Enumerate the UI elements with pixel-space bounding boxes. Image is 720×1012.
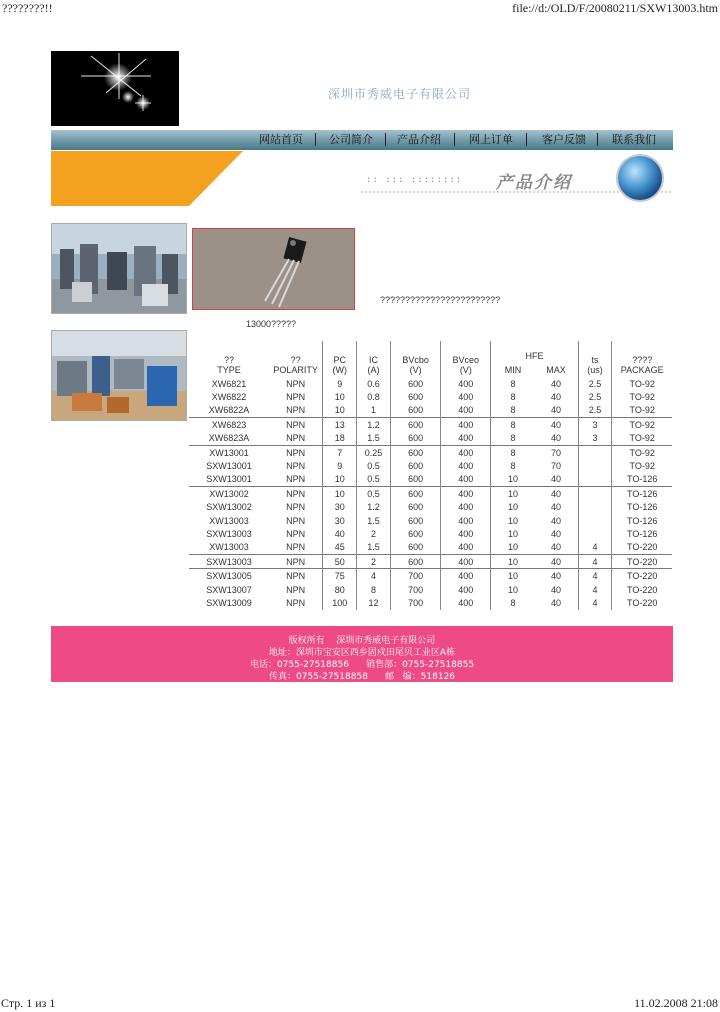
table-row bbox=[189, 583, 672, 596]
cell-bvceo: 400 bbox=[441, 527, 491, 540]
cell-hfe-max: 40 bbox=[551, 433, 562, 444]
cell-package: TO-126 bbox=[612, 527, 672, 540]
cell-hfe-min: 10 bbox=[491, 555, 535, 569]
cell-ic: 1.2 bbox=[357, 501, 391, 514]
cell-hfe-max: 40 bbox=[551, 502, 562, 513]
cell-ic: 0.8 bbox=[357, 390, 391, 403]
cell-ts bbox=[578, 527, 612, 540]
cell-pc: 10 bbox=[323, 487, 357, 501]
cell-bvcbo: 600 bbox=[390, 473, 440, 487]
cell-bvceo: 400 bbox=[441, 418, 491, 432]
cell-bvceo: 400 bbox=[441, 555, 491, 569]
cell-hfe-max: 40 bbox=[551, 528, 562, 539]
factory-photo-1 bbox=[51, 223, 187, 314]
cell-polarity: NPN bbox=[286, 502, 306, 513]
cell-type: SXW13001 bbox=[206, 461, 252, 472]
cell-hfe-min: 10 bbox=[491, 527, 535, 540]
cell-pc: 18 bbox=[323, 432, 357, 446]
print-footer-page: Стр. 1 из 1 bbox=[1, 996, 56, 1010]
cell-polarity: NPN bbox=[286, 528, 306, 539]
cell-hfe-min: 8 bbox=[491, 404, 535, 418]
table-row bbox=[189, 432, 672, 446]
cell-ic: 0.5 bbox=[357, 473, 391, 487]
cell-type: XW13003 bbox=[209, 515, 249, 526]
cell-type: SXW13003 bbox=[206, 528, 252, 539]
cell-hfe-max: 40 bbox=[551, 378, 562, 389]
cell-pc: 13 bbox=[323, 418, 357, 432]
cell-ic: 1.2 bbox=[357, 418, 391, 432]
cell-pc: 7 bbox=[323, 445, 357, 459]
cell-ts bbox=[578, 459, 612, 472]
cell-hfe-min: 8 bbox=[491, 596, 535, 609]
table-row bbox=[189, 404, 672, 418]
cell-bvcbo: 600 bbox=[390, 527, 440, 540]
cell-bvcbo: 600 bbox=[390, 459, 440, 472]
table-row bbox=[189, 473, 672, 487]
cell-ic: 0.5 bbox=[357, 487, 391, 501]
cell-pc: 100 bbox=[323, 596, 357, 609]
cell-hfe-max: 40 bbox=[551, 584, 562, 595]
cell-polarity: NPN bbox=[269, 487, 323, 501]
col-ts-header: ts (us) bbox=[578, 341, 612, 377]
cell-pc: 10 bbox=[323, 390, 357, 403]
table-row bbox=[189, 487, 672, 501]
table-row bbox=[189, 445, 672, 459]
nav-item-feedback[interactable]: 客户反馈 bbox=[542, 133, 586, 146]
cell-bvceo: 400 bbox=[441, 514, 491, 527]
cell-type: SXW13001 bbox=[206, 474, 252, 485]
cell-bvcbo: 600 bbox=[390, 541, 440, 555]
cell-ts: 3 bbox=[578, 418, 612, 432]
footer-address: 地址：深圳市宝安区西乡固戍田尾贝工业区A栋 bbox=[268, 648, 456, 658]
cell-bvceo: 400 bbox=[441, 541, 491, 555]
cell-pc: 30 bbox=[323, 514, 357, 527]
cell-package: TO-92 bbox=[612, 459, 672, 472]
cell-bvcbo: 600 bbox=[390, 390, 440, 403]
cell-ic: 1.5 bbox=[357, 514, 391, 527]
cell-bvceo: 400 bbox=[441, 473, 491, 487]
cell-type: XW13001 bbox=[189, 445, 269, 459]
cell-bvcbo: 600 bbox=[390, 487, 440, 501]
table-row bbox=[189, 418, 672, 432]
cell-ic: 2 bbox=[357, 527, 391, 540]
cell-package: TO-126 bbox=[612, 487, 672, 501]
site-logo[interactable] bbox=[51, 51, 179, 126]
print-header-url: file://d:/OLD/F/20080211/SXW13003.htm bbox=[512, 1, 718, 15]
cell-pc: 80 bbox=[323, 583, 357, 596]
cell-type: XW13003 bbox=[209, 542, 249, 553]
table-row bbox=[189, 501, 672, 514]
cell-bvcbo: 600 bbox=[390, 404, 440, 418]
cell-pc: 75 bbox=[323, 569, 357, 583]
footer-fax: 传真：0755-27518858 邮 编：518126 bbox=[268, 672, 456, 682]
cell-ic: 0.5 bbox=[357, 459, 391, 472]
cell-ts bbox=[578, 514, 612, 527]
cell-bvceo: 400 bbox=[441, 459, 491, 472]
cell-hfe-max: 40 bbox=[535, 418, 579, 432]
cell-polarity: NPN bbox=[269, 445, 323, 459]
section-title: 产品介绍 bbox=[496, 173, 572, 193]
nav-item-order[interactable]: 网上订单 bbox=[469, 133, 513, 146]
table-row bbox=[189, 514, 672, 527]
factory-photo-2 bbox=[51, 330, 187, 421]
cell-ts: 4 bbox=[578, 569, 612, 583]
cell-type: XW6823A bbox=[208, 433, 250, 444]
cell-polarity: NPN bbox=[286, 542, 306, 553]
cell-bvceo: 400 bbox=[441, 569, 491, 583]
cell-hfe-max: 40 bbox=[551, 515, 562, 526]
cell-type: XW13002 bbox=[189, 487, 269, 501]
cell-pc: 10 bbox=[323, 404, 357, 418]
cell-hfe-min: 10 bbox=[491, 514, 535, 527]
print-header-title: ????????!! bbox=[2, 1, 53, 15]
cell-ic: 2 bbox=[357, 555, 391, 569]
spec-table bbox=[189, 341, 672, 610]
cell-pc: 9 bbox=[323, 459, 357, 472]
table-row bbox=[189, 596, 672, 609]
cell-package: TO-126 bbox=[612, 514, 672, 527]
cell-bvceo: 400 bbox=[441, 445, 491, 459]
cell-type: SXW13003 bbox=[189, 555, 269, 569]
cell-hfe-min: 8 bbox=[491, 418, 535, 432]
cell-polarity: NPN bbox=[269, 418, 323, 432]
product-caption-left: 13000????? bbox=[246, 319, 297, 329]
cell-ts: 4 bbox=[578, 583, 612, 596]
cell-ts bbox=[578, 501, 612, 514]
cell-type: SXW13007 bbox=[206, 584, 252, 595]
cell-ic: 1 bbox=[357, 404, 391, 418]
nav-bar bbox=[51, 130, 673, 150]
cell-hfe-min: 10 bbox=[491, 473, 535, 487]
cell-hfe-max: 40 bbox=[535, 569, 579, 583]
cell-bvcbo: 600 bbox=[390, 418, 440, 432]
cell-ic: 1.5 bbox=[357, 541, 391, 555]
col-hfe-max-header: MAX bbox=[546, 365, 566, 375]
table-row bbox=[189, 569, 672, 583]
cell-bvceo: 400 bbox=[441, 596, 491, 609]
cell-polarity: NPN bbox=[286, 597, 306, 608]
cell-polarity: NPN bbox=[286, 584, 306, 595]
cell-type: SXW13005 bbox=[189, 569, 269, 583]
table-row bbox=[189, 390, 672, 403]
cell-bvceo: 400 bbox=[441, 501, 491, 514]
cell-package: TO-92 bbox=[612, 377, 672, 390]
cell-type: SXW13002 bbox=[206, 502, 252, 513]
site-footer bbox=[51, 626, 673, 682]
cell-ic: 0.25 bbox=[357, 445, 391, 459]
cell-ts bbox=[578, 473, 612, 487]
cell-ts: 4 bbox=[578, 541, 612, 555]
cell-polarity: NPN bbox=[286, 433, 306, 444]
nav-item-products[interactable]: 产品介绍 bbox=[397, 133, 441, 146]
table-row bbox=[189, 555, 672, 569]
cell-package: TO-92 bbox=[612, 445, 672, 459]
cell-bvcbo: 600 bbox=[390, 377, 440, 390]
cell-hfe-min: 8 bbox=[491, 377, 535, 390]
cell-ic: 0.6 bbox=[357, 377, 391, 390]
cell-bvcbo: 700 bbox=[390, 596, 440, 609]
cell-ts bbox=[578, 445, 612, 459]
cell-hfe-max: 70 bbox=[535, 445, 579, 459]
col-ic-header: IC (A) bbox=[357, 341, 391, 377]
section-banner bbox=[51, 151, 673, 206]
cell-package: TO-220 bbox=[612, 555, 672, 569]
cell-hfe-min: 10 bbox=[491, 501, 535, 514]
cell-ic: 4 bbox=[357, 569, 391, 583]
cell-hfe-min: 10 bbox=[491, 583, 535, 596]
cell-hfe-max: 40 bbox=[535, 487, 579, 501]
cell-package: TO-220 bbox=[612, 583, 672, 596]
cell-package: TO-92 bbox=[612, 418, 672, 432]
cell-package: TO-92 bbox=[612, 404, 672, 418]
cell-polarity: NPN bbox=[286, 405, 306, 416]
cell-type: XW6822A bbox=[208, 405, 250, 416]
cell-hfe-max: 40 bbox=[551, 542, 562, 553]
table-row bbox=[189, 527, 672, 540]
cell-package: TO-220 bbox=[612, 569, 672, 583]
col-polarity-header: ?? POLARITY bbox=[273, 355, 318, 375]
cell-hfe-max: 40 bbox=[551, 597, 562, 608]
cell-package: TO-92 bbox=[612, 432, 672, 446]
cell-pc: 40 bbox=[323, 527, 357, 540]
nav-item-about[interactable]: 公司简介 bbox=[329, 133, 373, 146]
cell-ts: 2.5 bbox=[578, 390, 612, 403]
cell-hfe-max: 70 bbox=[551, 461, 562, 472]
cell-hfe-min: 8 bbox=[491, 445, 535, 459]
nav-item-contact[interactable]: 联系我们 bbox=[612, 133, 656, 146]
cell-ts: 2.5 bbox=[578, 377, 612, 390]
cell-bvceo: 400 bbox=[441, 377, 491, 390]
cell-pc: 9 bbox=[323, 377, 357, 390]
cell-bvcbo: 600 bbox=[390, 501, 440, 514]
cell-ic: 12 bbox=[357, 596, 391, 609]
cell-bvceo: 400 bbox=[441, 404, 491, 418]
cell-package: TO-126 bbox=[612, 501, 672, 514]
cell-bvceo: 400 bbox=[441, 432, 491, 446]
section-dots: :: ::: :::::::: bbox=[366, 175, 463, 185]
cell-ts: 4 bbox=[578, 555, 612, 569]
cell-polarity: NPN bbox=[286, 378, 306, 389]
cell-hfe-min: 10 bbox=[491, 569, 535, 583]
col-hfe-header: HFE bbox=[491, 341, 578, 363]
cell-polarity: NPN bbox=[286, 392, 306, 403]
cell-bvcbo: 600 bbox=[390, 432, 440, 446]
cell-ts: 3 bbox=[578, 432, 612, 446]
cell-hfe-max: 40 bbox=[551, 405, 562, 416]
col-type-header: ?? TYPE bbox=[217, 355, 241, 375]
cell-hfe-max: 40 bbox=[551, 392, 562, 403]
nav-item-home[interactable]: 网站首页 bbox=[259, 133, 303, 146]
cell-type: SXW13009 bbox=[206, 597, 252, 608]
cell-pc: 10 bbox=[323, 473, 357, 487]
product-photo bbox=[192, 228, 355, 310]
company-name: 深圳市秀威电子有限公司 bbox=[328, 87, 472, 101]
cell-polarity: NPN bbox=[286, 461, 306, 472]
table-row bbox=[189, 541, 672, 555]
table-row bbox=[189, 459, 672, 472]
product-caption-right: ???????????????????????? bbox=[380, 295, 501, 305]
cell-polarity: NPN bbox=[286, 515, 306, 526]
cell-type: XW6823 bbox=[189, 418, 269, 432]
cell-hfe-max: 40 bbox=[535, 555, 579, 569]
col-pc-header: PC (W) bbox=[323, 341, 357, 377]
col-bvcbo-header: BVcbo (V) bbox=[390, 341, 440, 377]
cell-ic: 8 bbox=[357, 583, 391, 596]
cell-bvcbo: 600 bbox=[390, 555, 440, 569]
cell-bvcbo: 600 bbox=[390, 514, 440, 527]
cell-hfe-min: 8 bbox=[491, 432, 535, 446]
cell-bvcbo: 600 bbox=[390, 445, 440, 459]
cell-bvcbo: 700 bbox=[390, 569, 440, 583]
cell-ts: 2.5 bbox=[578, 404, 612, 418]
cell-hfe-max: 40 bbox=[551, 474, 562, 485]
cell-pc: 45 bbox=[323, 541, 357, 555]
cell-bvcbo: 700 bbox=[390, 583, 440, 596]
cell-polarity: NPN bbox=[269, 555, 323, 569]
cell-pc: 50 bbox=[323, 555, 357, 569]
cell-bvceo: 400 bbox=[441, 583, 491, 596]
cell-package: TO-220 bbox=[612, 541, 672, 555]
cell-hfe-min: 10 bbox=[491, 487, 535, 501]
cell-type: XW6822 bbox=[211, 392, 247, 403]
cell-ts: 4 bbox=[578, 596, 612, 609]
cell-bvceo: 400 bbox=[441, 390, 491, 403]
cell-package: TO-92 bbox=[612, 390, 672, 403]
footer-copyright: 版权所有 深圳市秀威电子有限公司 bbox=[288, 636, 436, 646]
cell-pc: 30 bbox=[323, 501, 357, 514]
cell-bvceo: 400 bbox=[441, 487, 491, 501]
globe-icon bbox=[618, 156, 662, 200]
cell-polarity: NPN bbox=[269, 569, 323, 583]
cell-hfe-min: 10 bbox=[491, 541, 535, 555]
nav-divider bbox=[385, 133, 386, 146]
nav-divider bbox=[315, 133, 316, 146]
cell-hfe-min: 8 bbox=[491, 459, 535, 472]
cell-type: XW6821 bbox=[211, 378, 247, 389]
cell-polarity: NPN bbox=[286, 474, 306, 485]
footer-phone: 电话：0755-27518856 销售部：0755-27518855 bbox=[249, 660, 475, 670]
nav-divider bbox=[597, 133, 598, 146]
nav-divider bbox=[526, 133, 527, 146]
table-row bbox=[189, 377, 672, 390]
print-footer-date: 11.02.2008 21:08 bbox=[634, 996, 718, 1010]
col-bvceo-header: BVceo (V) bbox=[441, 341, 491, 377]
nav-divider bbox=[454, 133, 455, 146]
col-package-header: ???? PACKAGE bbox=[612, 341, 672, 377]
cell-package: TO-126 bbox=[612, 473, 672, 487]
cell-hfe-min: 8 bbox=[491, 390, 535, 403]
col-hfe-min-header: MIN bbox=[491, 363, 535, 377]
cell-ts bbox=[578, 487, 612, 501]
cell-package: TO-220 bbox=[612, 596, 672, 609]
cell-ic: 1.5 bbox=[357, 432, 391, 446]
